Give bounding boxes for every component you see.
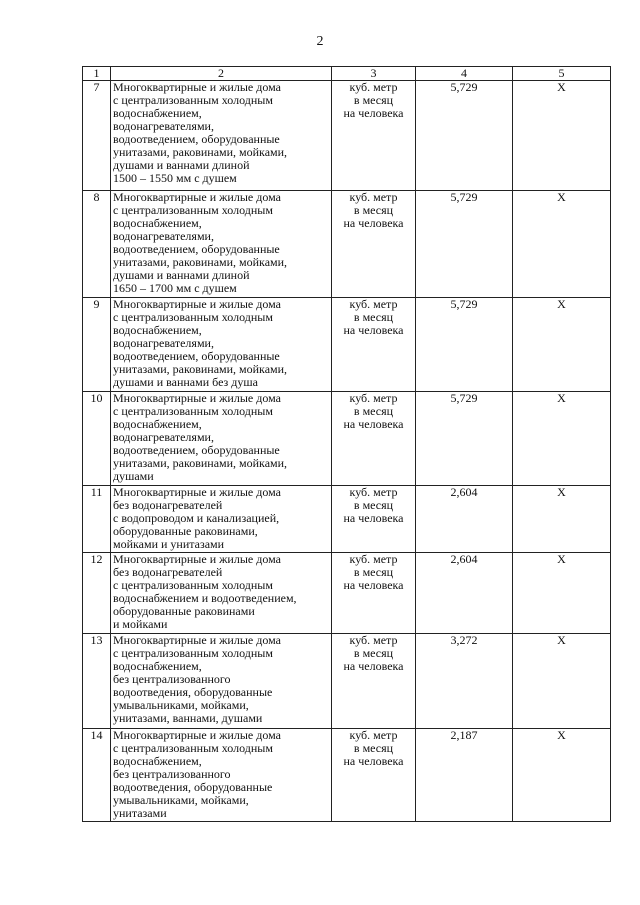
row-mark: Х — [513, 729, 611, 822]
description-line: с централизованным холодным — [113, 93, 273, 107]
row-mark: Х — [513, 486, 611, 553]
row-number: 14 — [83, 729, 111, 822]
row-description — [111, 486, 332, 553]
description-line: без централизованного — [113, 672, 231, 686]
description-line: водоотведением, оборудованные — [113, 443, 280, 457]
row-value: 5,729 — [416, 191, 513, 298]
description-line: Многоквартирные и жилые дома — [113, 391, 281, 405]
unit-line: на человека — [343, 754, 404, 768]
table-row — [83, 298, 611, 392]
row-number: 10 — [83, 392, 111, 486]
description-line: унитазами, ваннами, душами — [113, 711, 263, 725]
description-line: Многоквартирные и жилые дома — [113, 190, 281, 204]
description-line: унитазами, раковинами, мойками, — [113, 362, 288, 376]
description-line: с централизованным холодным — [113, 741, 273, 755]
header-col-4: 4 — [416, 67, 513, 81]
unit-line: в месяц — [353, 565, 394, 579]
row-description — [111, 729, 332, 822]
description-line: унитазами, раковинами, мойками, — [113, 145, 288, 159]
description-line: водоотведения, оборудованные — [113, 780, 273, 794]
row-description — [111, 191, 332, 298]
description-line: водоснабжением, — [113, 659, 202, 673]
table-row — [83, 191, 611, 298]
description-line: душами и ваннами длиной — [113, 158, 250, 172]
row-value: 2,604 — [416, 486, 513, 553]
row-unit — [332, 392, 416, 486]
table-row — [83, 81, 611, 191]
description-line: с централизованным холодным — [113, 310, 273, 324]
row-description — [111, 553, 332, 634]
description-line: душами и ваннами без душа — [113, 375, 258, 389]
description-line: водонагревателями, — [113, 229, 214, 243]
unit-line: в месяц — [353, 310, 394, 324]
row-description — [111, 81, 332, 191]
description-line: Многоквартирные и жилые дома — [113, 633, 281, 647]
unit-line: в месяц — [353, 203, 394, 217]
unit-line: на человека — [343, 417, 404, 431]
description-line: унитазами, раковинами, мойками, — [113, 255, 288, 269]
unit-line: куб. метр — [349, 80, 398, 94]
description-line: Многоквартирные и жилые дома — [113, 728, 281, 742]
row-unit — [332, 81, 416, 191]
row-value: 2,604 — [416, 553, 513, 634]
table-row — [83, 729, 611, 822]
unit-line: на человека — [343, 106, 404, 120]
header-col-1: 1 — [83, 67, 111, 81]
unit-line: куб. метр — [349, 190, 398, 204]
description-line: водоснабжением, — [113, 323, 202, 337]
description-line: умывальниками, мойками, — [113, 793, 249, 807]
description-line: без централизованного — [113, 767, 231, 781]
table-row — [83, 553, 611, 634]
description-line: 1650 – 1700 мм с душем — [113, 281, 237, 295]
description-line: 1500 – 1550 мм с душем — [113, 171, 237, 185]
description-line: умывальниками, мойками, — [113, 698, 249, 712]
row-unit — [332, 634, 416, 729]
description-line: водоотведением, оборудованные — [113, 349, 280, 363]
unit-line: куб. метр — [349, 297, 398, 311]
unit-line: в месяц — [353, 93, 394, 107]
description-line: с централизованным холодным — [113, 646, 273, 660]
row-description — [111, 392, 332, 486]
table-header-row — [83, 67, 611, 81]
description-line: Многоквартирные и жилые дома — [113, 297, 281, 311]
unit-line: в месяц — [353, 646, 394, 660]
row-description — [111, 298, 332, 392]
description-line: душами — [113, 469, 154, 483]
description-line: водонагревателями, — [113, 336, 214, 350]
description-line: водоснабжением, — [113, 417, 202, 431]
row-value: 5,729 — [416, 81, 513, 191]
header-col-5: 5 — [513, 67, 611, 81]
description-line: оборудованные раковинами, — [113, 524, 258, 538]
unit-line: на человека — [343, 659, 404, 673]
row-mark: Х — [513, 81, 611, 191]
row-mark: Х — [513, 191, 611, 298]
row-unit — [332, 298, 416, 392]
description-line: унитазами, раковинами, мойками, — [113, 456, 288, 470]
description-line: водонагревателями, — [113, 430, 214, 444]
description-line: водоснабжением, — [113, 754, 202, 768]
description-line: водоснабжением и водоотведением, — [113, 591, 297, 605]
description-line: без водонагревателей — [113, 498, 223, 512]
description-line: и мойками — [113, 617, 168, 631]
table-row — [83, 392, 611, 486]
row-value: 3,272 — [416, 634, 513, 729]
table-row — [83, 486, 611, 553]
unit-line: на человека — [343, 511, 404, 525]
description-line: Многоквартирные и жилые дома — [113, 485, 281, 499]
row-mark: Х — [513, 634, 611, 729]
description-line: водонагревателями, — [113, 119, 214, 133]
header-col-3: 3 — [332, 67, 416, 81]
row-unit — [332, 553, 416, 634]
description-line: душами и ваннами длиной — [113, 268, 250, 282]
unit-line: в месяц — [353, 741, 394, 755]
row-value: 5,729 — [416, 392, 513, 486]
page-number: 2 — [316, 34, 324, 49]
row-number: 8 — [83, 191, 111, 298]
description-line: водоснабжением, — [113, 216, 202, 230]
unit-line: на человека — [343, 578, 404, 592]
description-line: водоотведением, оборудованные — [113, 132, 280, 146]
description-line: водоотведения, оборудованные — [113, 685, 273, 699]
row-number: 13 — [83, 634, 111, 729]
row-number: 11 — [83, 486, 111, 553]
description-line: водоснабжением, — [113, 106, 202, 120]
unit-line: куб. метр — [349, 728, 398, 742]
description-line: Многоквартирные и жилые дома — [113, 80, 281, 94]
description-line: без водонагревателей — [113, 565, 223, 579]
description-line: Многоквартирные и жилые дома — [113, 552, 281, 566]
row-mark: Х — [513, 553, 611, 634]
unit-line: куб. метр — [349, 485, 398, 499]
description-line: мойками и унитазами — [113, 537, 225, 551]
unit-line: куб. метр — [349, 633, 398, 647]
description-line: с централизованным холодным — [113, 404, 273, 418]
description-line: водоотведением, оборудованные — [113, 242, 280, 256]
header-col-2: 2 — [111, 67, 332, 81]
description-line: оборудованные раковинами — [113, 604, 255, 618]
row-mark: Х — [513, 392, 611, 486]
row-number: 12 — [83, 553, 111, 634]
row-mark: Х — [513, 298, 611, 392]
unit-line: на человека — [343, 323, 404, 337]
row-value: 5,729 — [416, 298, 513, 392]
description-line: с централизованным холодным — [113, 578, 273, 592]
row-unit — [332, 191, 416, 298]
row-number: 7 — [83, 81, 111, 191]
row-unit — [332, 729, 416, 822]
table-body — [83, 81, 611, 822]
norms-table — [82, 66, 611, 822]
description-line: унитазами — [113, 806, 167, 820]
table-row — [83, 634, 611, 729]
row-unit — [332, 486, 416, 553]
unit-line: куб. метр — [349, 391, 398, 405]
row-value: 2,187 — [416, 729, 513, 822]
unit-line: куб. метр — [349, 552, 398, 566]
description-line: с водопроводом и канализацией, — [113, 511, 280, 525]
row-description — [111, 634, 332, 729]
unit-line: в месяц — [353, 404, 394, 418]
row-number: 9 — [83, 298, 111, 392]
description-line: с централизованным холодным — [113, 203, 273, 217]
unit-line: в месяц — [353, 498, 394, 512]
unit-line: на человека — [343, 216, 404, 230]
